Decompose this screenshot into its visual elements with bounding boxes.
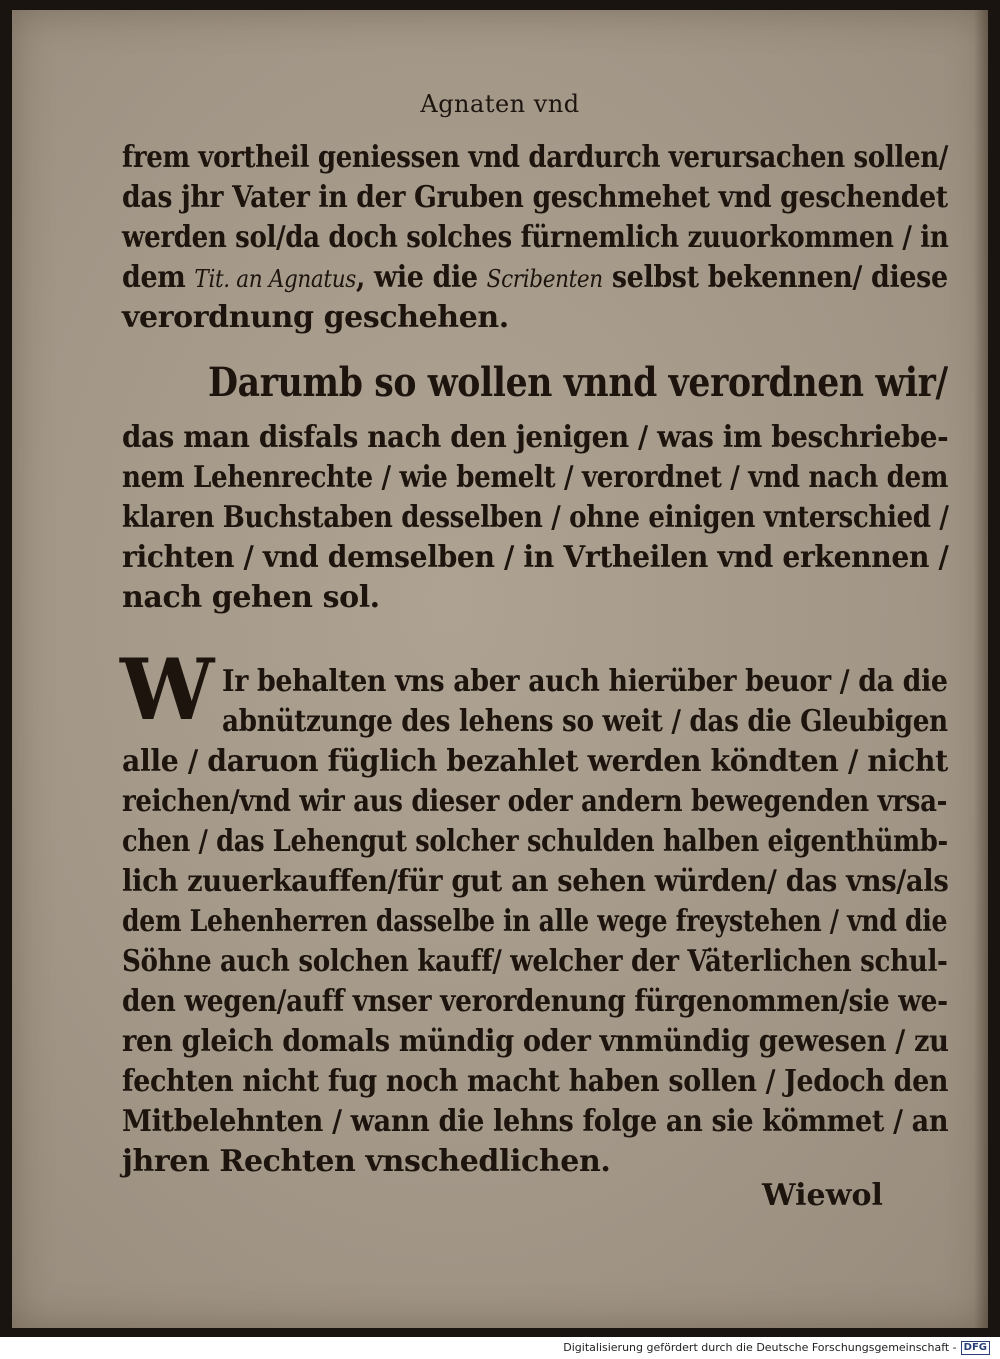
text-segment: , wie die (355, 260, 487, 295)
text-line: nem Lehenrechte / wie bemelt / verordnet / vnd nach dem (122, 460, 949, 495)
text-line: den wegen/auff vnser verordenung fürgenommen/sie we- (122, 984, 948, 1019)
paragraph-opening-line: Darumb so wollen vnnd verordnen wir/ (208, 359, 948, 406)
text-segment: selbst bekennen/ diese (602, 260, 948, 295)
text-line: ren gleich domals mündig oder vnmündig gewesen / zu (122, 1024, 949, 1059)
text-line: alle / daruon füglich bezahlet werden köndten / nicht (122, 744, 948, 779)
text-segment: dem (122, 260, 195, 295)
italic-citation: Tit. an Agnatus (194, 265, 356, 293)
page-edge-shadow (974, 10, 988, 1328)
text-line: frem vortheil geniessen vnd dardurch verursachen sollen/ (122, 140, 948, 175)
text-line: Ir behalten vns aber auch hierüber beuor / da die (222, 664, 948, 699)
text-line: richten / vnd demselben / in Vrtheilen vnd erkennen / (122, 540, 949, 575)
text-line: chen / das Lehengut solcher schulden halben eigenthümb- (122, 824, 948, 859)
footer-credit (563, 1341, 990, 1355)
running-head: Agnaten vnd (420, 90, 580, 118)
text-line: Mitbelehnten / wann die lehns folge an sie kömmet / an (122, 1104, 949, 1139)
text-line: werden sol/da doch solches fürnemlich zuuorkommen / in (122, 220, 949, 255)
decorated-initial-letter: W (120, 640, 215, 739)
text-line: Söhne auch solchen kauff/ welcher der Väterlichen schul- (122, 944, 948, 979)
text-line: jhren Rechten vnschedlichen. (122, 1144, 611, 1179)
text-line: abnützunge des lehens so weit / das die Gleubigen (222, 704, 948, 739)
catchword: Wiewol (762, 1178, 883, 1213)
text-line: dem Lehenherren dasselbe in alle wege freystehen / vnd die (122, 904, 948, 939)
footer-text: Digitalisierung gefördert durch die Deutsche Forschungsgemeinschaft - (563, 1341, 957, 1354)
text-line: lich zuuerkauffen/für gut an sehen würden/ das vns/als (122, 864, 949, 899)
italic-term: Scribenten (486, 265, 603, 293)
dfg-logo[interactable]: DFG (961, 1341, 990, 1355)
text-line: fechten nicht fug noch macht haben sollen / Jedoch den (122, 1064, 949, 1099)
text-line: nach gehen sol. (122, 580, 380, 615)
text-line: das man disfals nach den jenigen / was im beschriebe- (122, 420, 949, 455)
text-line: klaren Buchstaben desselben / ohne einigen vnterschied / (122, 500, 949, 535)
text-line: verordnung geschehen. (122, 300, 509, 335)
text-line: reichen/vnd wir aus dieser oder andern bewegenden vrsa- (122, 784, 948, 819)
text-line-with-citation (122, 258, 948, 299)
book-page (12, 10, 988, 1328)
text-line: das jhr Vater in der Gruben geschmehet vnd geschendet (122, 180, 948, 215)
